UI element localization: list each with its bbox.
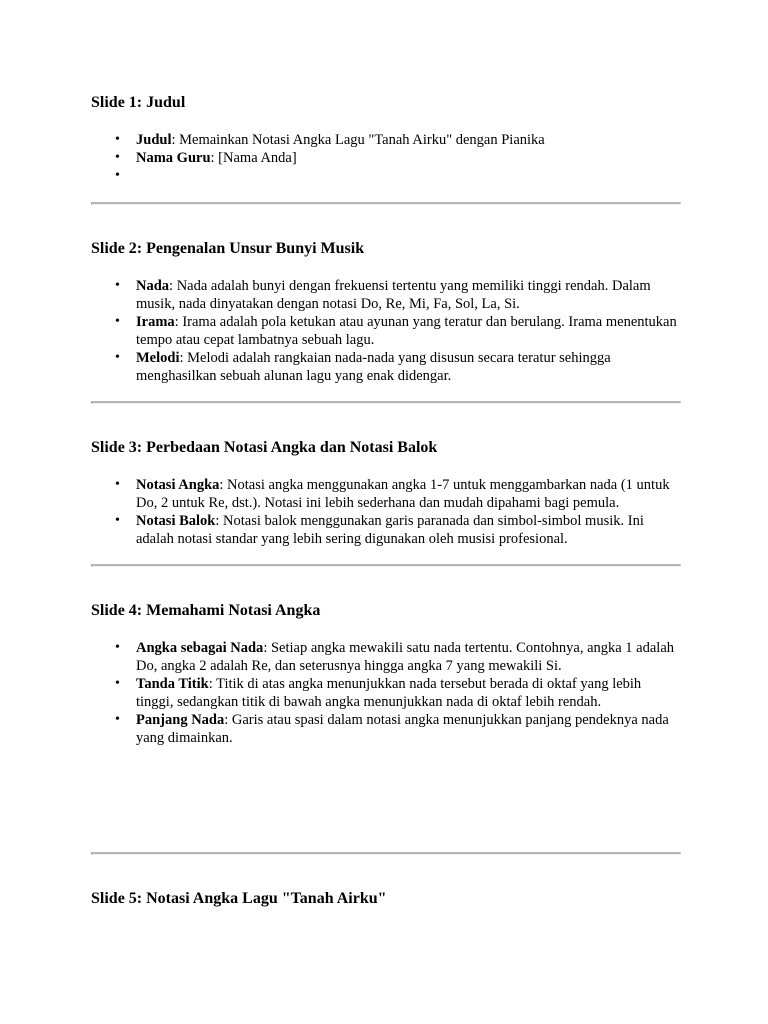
section-divider xyxy=(91,401,681,404)
bullet-text: : Notasi angka menggunakan angka 1-7 untuk menggambarkan nada (1 untuk Do, 2 untuk Re, dst.). Notasi ini lebih sederhana dan mudah dipahami bagi pemula. xyxy=(136,477,670,511)
list-item xyxy=(136,349,679,385)
bullet-term: Angka sebagai Nada xyxy=(136,640,264,656)
slide-3-bullet-list xyxy=(91,476,679,548)
list-item xyxy=(136,675,679,711)
bullet-text: : [Nama Anda] xyxy=(210,150,297,166)
slide-1-title: Slide 1: Judul xyxy=(91,94,186,111)
section-divider xyxy=(91,852,681,855)
bullet-term: Notasi Angka xyxy=(136,477,220,493)
list-item xyxy=(136,149,679,167)
bullet-text: : Setiap angka mewakili satu nada tertentu. Contohnya, angka 1 adalah Do, angka 2 adalah Re, dan seterusnya hingga angka 7 yang mewakili Si. xyxy=(136,640,675,674)
list-item xyxy=(136,476,679,512)
bullet-text: : Titik di atas angka menunjukkan nada tersebut berada di oktaf yang lebih tinggi, sedangkan titik di bawah angka menunjukkan nada di oktaf lebih rendah. xyxy=(136,676,642,710)
bullet-term: Notasi Balok xyxy=(136,513,216,529)
slide-5-title: Slide 5: Notasi Angka Lagu "Tanah Airku" xyxy=(91,890,387,907)
list-item xyxy=(136,639,679,675)
bullet-term: Melodi xyxy=(136,350,180,366)
slide-3-title: Slide 3: Perbedaan Notasi Angka dan Notasi Balok xyxy=(91,439,438,456)
slide-2-title: Slide 2: Pengenalan Unsur Bunyi Musik xyxy=(91,240,365,257)
list-item xyxy=(136,711,679,747)
section-divider xyxy=(91,202,681,205)
bullet-term: Judul xyxy=(136,132,172,148)
list-item xyxy=(136,167,679,185)
list-item xyxy=(136,512,679,548)
bullet-term: Panjang Nada xyxy=(136,712,225,728)
bullet-term: Tanda Titik xyxy=(136,676,209,692)
slide-4-bullet-list xyxy=(91,639,679,747)
bullet-term: Nada xyxy=(136,278,170,294)
bullet-text: : Garis atau spasi dalam notasi angka menunjukkan panjang pendeknya nada yang dimainkan. xyxy=(136,712,669,746)
list-item xyxy=(136,277,679,313)
bullet-text: : Nada adalah bunyi dengan frekuensi tertentu yang memiliki tinggi rendah. Dalam musik, nada dinyatakan dengan notasi Do, Re, Mi, Fa, Sol, La, Si. xyxy=(136,278,651,312)
slide-4-title: Slide 4: Memahami Notasi Angka xyxy=(91,602,321,619)
bullet-text: : Memainkan Notasi Angka Lagu "Tanah Airku" dengan Pianika xyxy=(171,132,545,148)
bullet-text: : Melodi adalah rangkaian nada-nada yang disusun secara teratur sehingga menghasilkan sebuah alunan lagu yang enak didengar. xyxy=(136,350,611,384)
bullet-term: Nama Guru xyxy=(136,150,211,166)
bullet-text: : Irama adalah pola ketukan atau ayunan yang teratur dan berulang. Irama menentukan tempo atau cepat lambatnya sebuah lagu. xyxy=(136,314,677,348)
section-divider xyxy=(91,564,681,567)
bullet-term: Irama xyxy=(136,314,175,330)
list-item xyxy=(136,313,679,349)
bullet-text: : Notasi balok menggunakan garis paranada dan simbol-simbol musik. Ini adalah notasi standar yang lebih sering digunakan oleh musisi profesional. xyxy=(136,513,644,547)
list-item xyxy=(136,131,679,149)
slide-1-bullet-list xyxy=(91,131,679,185)
slide-2-bullet-list xyxy=(91,277,679,385)
